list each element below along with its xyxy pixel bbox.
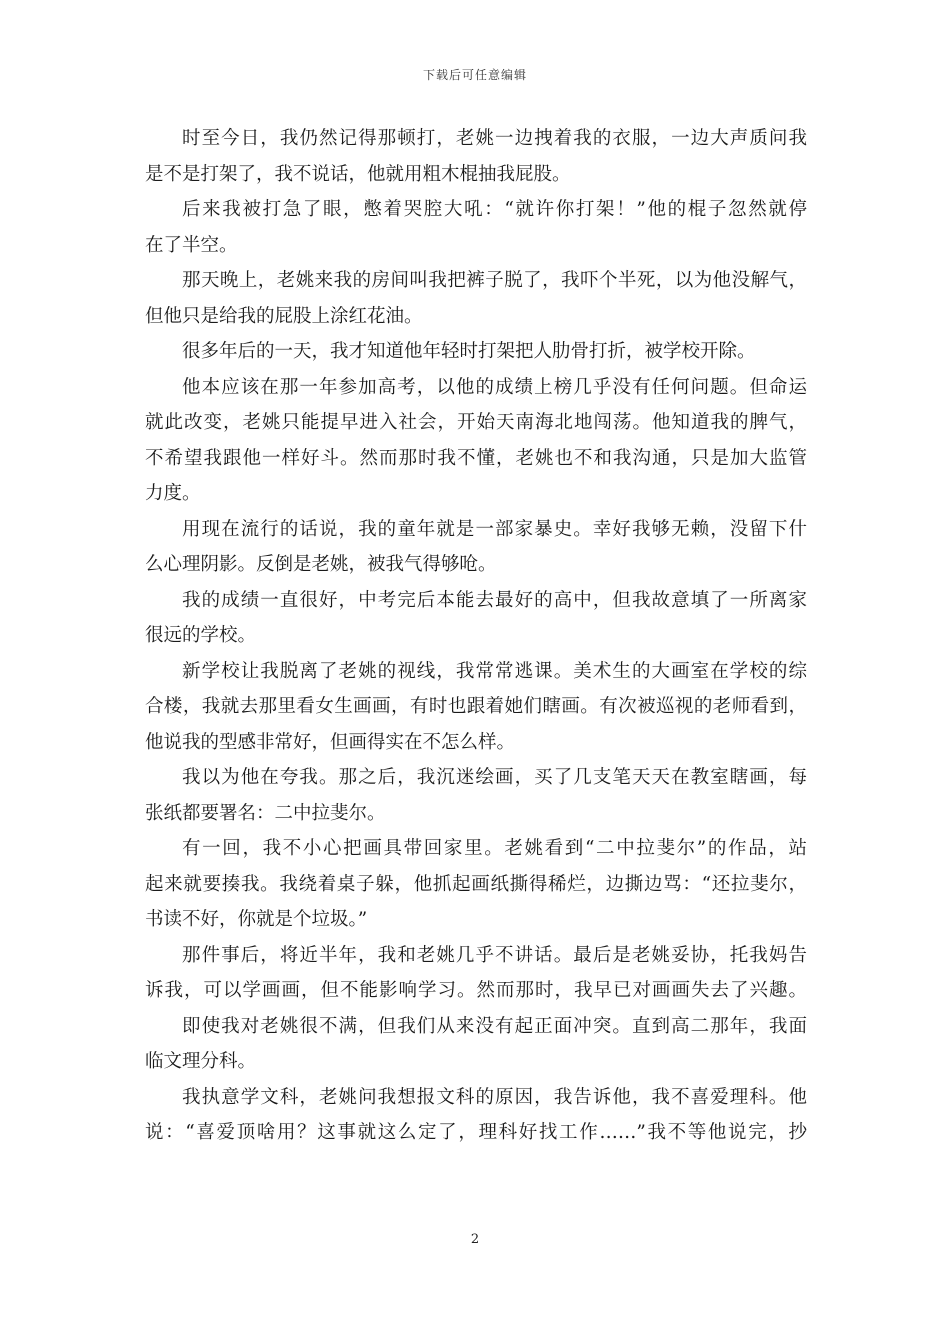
- text-line: 那天晚上，老姚来我的房间叫我把裤子脱了，我吓个半死，以为他没解气，: [182, 270, 807, 291]
- article-body: [145, 121, 807, 1151]
- text-line: 起来就要揍我。我绕着桌子躲，他抓起画纸撕得稀烂，边撕边骂：“还拉斐尔，: [145, 873, 807, 895]
- text-line: 力度。: [145, 483, 201, 504]
- text-line: 有一回，我不小心把画具带回家里。老姚看到“二中拉斐尔”的作品，站: [182, 838, 807, 859]
- text-line: 是不是打架了，我不说话，他就用粗木棍抽我屁股。: [145, 163, 571, 185]
- text-line: 合楼，我就去那里看女生画画，有时也跟着她们瞎画。有次被巡视的老师看到，: [145, 696, 807, 717]
- text-line: 诉我，可以学画画，但不能影响学习。然而那时，我早已对画画失去了兴趣。: [145, 980, 807, 1001]
- text-line: 他本应该在那一年参加高考，以他的成绩上榜几乎没有任何问题。但命运: [182, 376, 807, 398]
- text-line: 书读不好，你就是个垃圾。”: [145, 909, 368, 930]
- text-line: 时至今日，我仍然记得那顿打，老姚一边拽着我的衣服，一边大声质问我: [182, 128, 807, 149]
- page-number: 2: [470, 1232, 480, 1247]
- text-line: 说：“喜爱顶啥用？这事就这么定了，理科好找工作……”我不等他说完，抄: [145, 1122, 807, 1143]
- text-line: 我的成绩一直很好，中考完后本能去最好的高中，但我故意填了一所离家: [182, 589, 807, 611]
- text-line: 用现在流行的话说，我的童年就是一部家暴史。幸好我够无赖，没留下什: [182, 518, 807, 540]
- text-line: 新学校让我脱离了老姚的视线，我常常逃课。美术生的大画室在学校的综: [182, 660, 807, 682]
- text-line: 即使我对老姚很不满，但我们从来没有起正面冲突。直到高二那年，我面: [182, 1015, 807, 1037]
- text-line: 他说我的型感非常好，但画得实在不怎么样。: [145, 731, 516, 753]
- text-line: 很多年后的一天，我才知道他年轻时打架把人肋骨打折，被学校开除。: [182, 341, 756, 362]
- text-line: 张纸都要署名：二中拉斐尔。: [145, 802, 386, 824]
- text-line: 我以为他在夸我。那之后，我沉迷绘画，买了几支笔天天在教室瞎画，每: [182, 767, 807, 788]
- text-line: 么心理阴影。反倒是老姚，被我气得够呛。: [145, 554, 497, 575]
- text-line: 后来我被打急了眼，憋着哭腔大吼：“就许你打架！”他的棍子忽然就停: [182, 199, 807, 220]
- text-line: 不希望我跟他一样好斗。然而那时我不懂，老姚也不和我沟通，只是加大监管: [145, 447, 807, 469]
- text-line: 在了半空。: [145, 234, 238, 256]
- page-header: 下载后可任意编辑: [422, 68, 527, 82]
- text-line: 很远的学校。: [145, 625, 257, 646]
- text-line: 但他只是给我的屁股上涂红花油。: [145, 305, 423, 327]
- text-line: 那件事后，将近半年，我和老姚几乎不讲话。最后是老姚妥协，托我妈告: [182, 944, 807, 966]
- text-line: 临文理分科。: [145, 1051, 257, 1072]
- text-line: 我执意学文科，老姚问我想报文科的原因，我告诉他，我不喜爱理科。他: [182, 1086, 807, 1108]
- text-line: 就此改变，老姚只能提早进入社会，开始天南海北地闯荡。他知道我的脾气，: [145, 412, 807, 433]
